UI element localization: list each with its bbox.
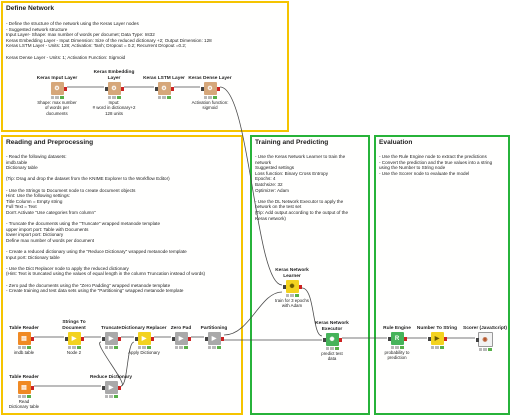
status-lights	[326, 347, 339, 350]
gear-icon: ⚙	[54, 85, 60, 92]
convert-icon: ▶	[434, 335, 440, 342]
node-title: Keras Network Executor	[315, 321, 349, 332]
node-title: Keras LSTM Layer	[143, 75, 185, 81]
node-label: probability to prediction	[384, 350, 410, 361]
status-lights	[479, 348, 492, 351]
output-port[interactable]	[118, 386, 121, 390]
input-port[interactable]	[283, 285, 286, 289]
scorer-icon: ◉	[482, 336, 488, 343]
gear-icon: ⚙	[111, 85, 117, 92]
output-port[interactable]	[31, 386, 34, 390]
node-icon-box[interactable]	[208, 332, 221, 345]
output-port[interactable]	[444, 337, 447, 341]
rule-icon: R	[394, 335, 400, 342]
metanode-icon: ▶	[108, 335, 114, 342]
node-label: Input: # word in dictionary+2 128 units	[92, 100, 136, 116]
status-lights	[431, 346, 444, 349]
input-port[interactable]	[201, 87, 204, 91]
input-port[interactable]	[323, 338, 326, 342]
node-label: train for 3 epochs with Adam	[275, 298, 309, 309]
annotation-title: Evaluation	[379, 139, 413, 146]
input-port[interactable]	[135, 337, 138, 341]
node-icon-box[interactable]	[431, 332, 444, 345]
output-port[interactable]	[221, 337, 224, 341]
annotation-text: - Use the Keras Network Learner to train the network Suggested settings Loss function: Binary Cross Entropy Epochs: 4 Batchsize: 32 Optimizer: Adam - Use the DL Network Executor to apply the network on the test set (Tip: Add output according to the output of the Keras network)	[255, 154, 349, 221]
status-lights	[286, 294, 299, 297]
node-scorer-javascript[interactable]	[462, 320, 508, 352]
status-lights	[18, 346, 31, 349]
node-icon-box[interactable]	[108, 82, 121, 95]
node-label: Shape: max number of words per documents	[37, 100, 77, 116]
output-port[interactable]	[64, 87, 67, 91]
input-port[interactable]	[428, 337, 431, 341]
node-title: Table Reader	[9, 374, 39, 380]
node-icon-box[interactable]	[51, 82, 64, 95]
output-port[interactable]	[404, 337, 407, 341]
node-title: Keras Embedding Layer	[93, 70, 135, 81]
node-partitioning[interactable]	[191, 320, 237, 350]
node-label: Read Dictionary table	[8, 399, 40, 410]
output-port[interactable]	[171, 87, 174, 91]
status-lights	[158, 96, 171, 99]
status-lights	[108, 96, 121, 99]
node-icon-box[interactable]	[326, 333, 339, 346]
output-port[interactable]	[339, 338, 342, 342]
input-port[interactable]	[102, 337, 105, 341]
node-keras-network-executor[interactable]	[309, 321, 355, 362]
metanode-icon: ▶	[108, 384, 114, 391]
node-icon-box[interactable]	[286, 280, 299, 293]
input-port[interactable]	[205, 337, 208, 341]
annotation-title: Define Network	[6, 5, 54, 12]
network-icon: ✺	[289, 283, 295, 290]
output-port[interactable]	[121, 87, 124, 91]
node-table-reader-dictionary[interactable]	[1, 369, 47, 410]
output-port[interactable]	[81, 337, 84, 341]
output-port[interactable]	[151, 337, 154, 341]
input-port[interactable]	[388, 337, 391, 341]
node-icon-box[interactable]	[68, 332, 81, 345]
annotation-text: - Define the structure of the network using the Keras Layer nodes - Suggested network structure Input Layer- Shape: max number of words per documet; Data Type: Int32 Keras Embedding Layer - Input Dimension: Size of the reduced dictionary +2; Output Dimension: 128 Keras LSTM Layer - Units: 128; Activation: Tanh; Dropout = 0.2; Recurrent Dropout =0.2; Keras Dense Layer - Units: 1; Activation Function: Sigmoid	[6, 21, 212, 60]
metanode-icon: ▶	[178, 335, 184, 342]
gear-icon: ⚙	[161, 85, 167, 92]
status-lights	[68, 346, 81, 349]
node-icon-box[interactable]	[18, 332, 31, 345]
input-port[interactable]	[105, 87, 108, 91]
node-keras-lstm-layer[interactable]	[141, 70, 187, 100]
node-keras-embedding-layer[interactable]	[91, 70, 137, 116]
status-lights	[18, 395, 31, 398]
status-lights	[105, 395, 118, 398]
node-title: Truncate	[101, 325, 121, 331]
input-port[interactable]	[102, 386, 105, 390]
node-title: Partitioning	[200, 325, 228, 331]
node-label: Activation function: sigmoid	[191, 100, 229, 111]
node-keras-dense-layer[interactable]	[187, 70, 233, 111]
annotation-title: Reading and Preprocessing	[6, 139, 94, 146]
status-lights	[391, 346, 404, 349]
node-title: Keras Dense Layer	[188, 75, 232, 81]
document-icon: ▶	[71, 335, 77, 342]
annotation-text: - Read the following datasets: imdb.table Dictionary table (Tip: Drag and drop the dataset from the KNIME Explorer to the Workflow Editor) - Use the Strings to Document node to create document objects Hint: Use the following settings: Title Column = Empty string Full Text = Text Don't Activate "Use categories from column" - Truncate the documents using the "Truncate" wrapped metanode template upper import port: Table with Documents lower import port: Dictionary Define max number of words per document - Create a reduced dictionary using the "Reduce Dictionary" wrapped metanode template Input port: Dictionary table - Use the Dict Replacer node to apply the reduced dictionary (Hint: Text is truncated using the values of equal length in the column Truncation instead of words) - Zero pad the documents using the "Zero Padding" wrapped metanode template - Create training and test data sets using the "Partitioning" wrapped metanode template	[6, 154, 206, 294]
node-title: Table Reader	[9, 325, 39, 331]
metanode-icon: ▶	[211, 335, 217, 342]
annotation-title: Training and Predicting	[255, 139, 329, 146]
dictionary-icon: ▶	[141, 335, 147, 342]
output-port[interactable]	[31, 337, 34, 341]
annotation-text: - Use the Rule Engine node to extract the predictions - Convert the prediction and the true values into a string using the Number to String node - Use the Scorer node to evaluate the model	[379, 154, 493, 176]
table-icon: ▤	[21, 384, 27, 391]
network-icon: ✺	[329, 336, 335, 343]
status-lights	[175, 346, 188, 349]
node-icon-box[interactable]	[105, 332, 118, 345]
node-label: predict test data	[321, 351, 343, 362]
node-title: Scorer (JavaScript)	[463, 325, 507, 331]
input-port[interactable]	[155, 87, 158, 91]
input-port[interactable]	[476, 338, 479, 342]
node-icon-box[interactable]	[18, 381, 31, 394]
node-title: Rule Engine	[383, 325, 411, 331]
status-lights	[138, 346, 151, 349]
node-title: Keras Network Learner	[275, 268, 309, 279]
node-table-reader-imdb[interactable]	[1, 320, 47, 355]
input-port[interactable]	[172, 337, 175, 341]
node-label: Node 2	[66, 350, 82, 355]
node-reduce-dictionary[interactable]	[88, 369, 134, 399]
output-port[interactable]	[299, 285, 302, 289]
node-title: Strings To Document	[62, 320, 86, 331]
node-icon-box[interactable]	[105, 381, 118, 394]
status-lights	[208, 346, 221, 349]
node-title: Number To String	[416, 325, 458, 331]
status-lights	[105, 346, 118, 349]
table-icon: ▤	[21, 335, 27, 342]
output-port[interactable]	[217, 87, 220, 91]
node-number-to-string[interactable]	[414, 320, 460, 350]
node-keras-network-learner[interactable]	[269, 268, 315, 309]
node-icon-box[interactable]	[158, 82, 171, 95]
status-lights	[51, 96, 64, 99]
node-icon-box[interactable]	[204, 82, 217, 95]
status-lights	[204, 96, 217, 99]
node-keras-input-layer[interactable]	[34, 70, 80, 116]
node-icon-box[interactable]	[391, 332, 404, 345]
node-label: imdb.table	[13, 350, 35, 355]
node-icon-box[interactable]	[478, 332, 493, 347]
node-icon-box[interactable]	[138, 332, 151, 345]
input-port[interactable]	[65, 337, 68, 341]
node-title: Zero Pad	[170, 325, 192, 331]
node-title: Keras Input Layer	[36, 75, 78, 81]
node-title: Dictionary Replacer	[121, 325, 167, 331]
node-title: Reduce Dictionary	[89, 374, 133, 380]
gear-icon: ⚙	[207, 85, 213, 92]
node-label: Apply Dictionary	[128, 350, 160, 355]
wire-dense-learner	[220, 87, 282, 285]
node-icon-box[interactable]	[175, 332, 188, 345]
